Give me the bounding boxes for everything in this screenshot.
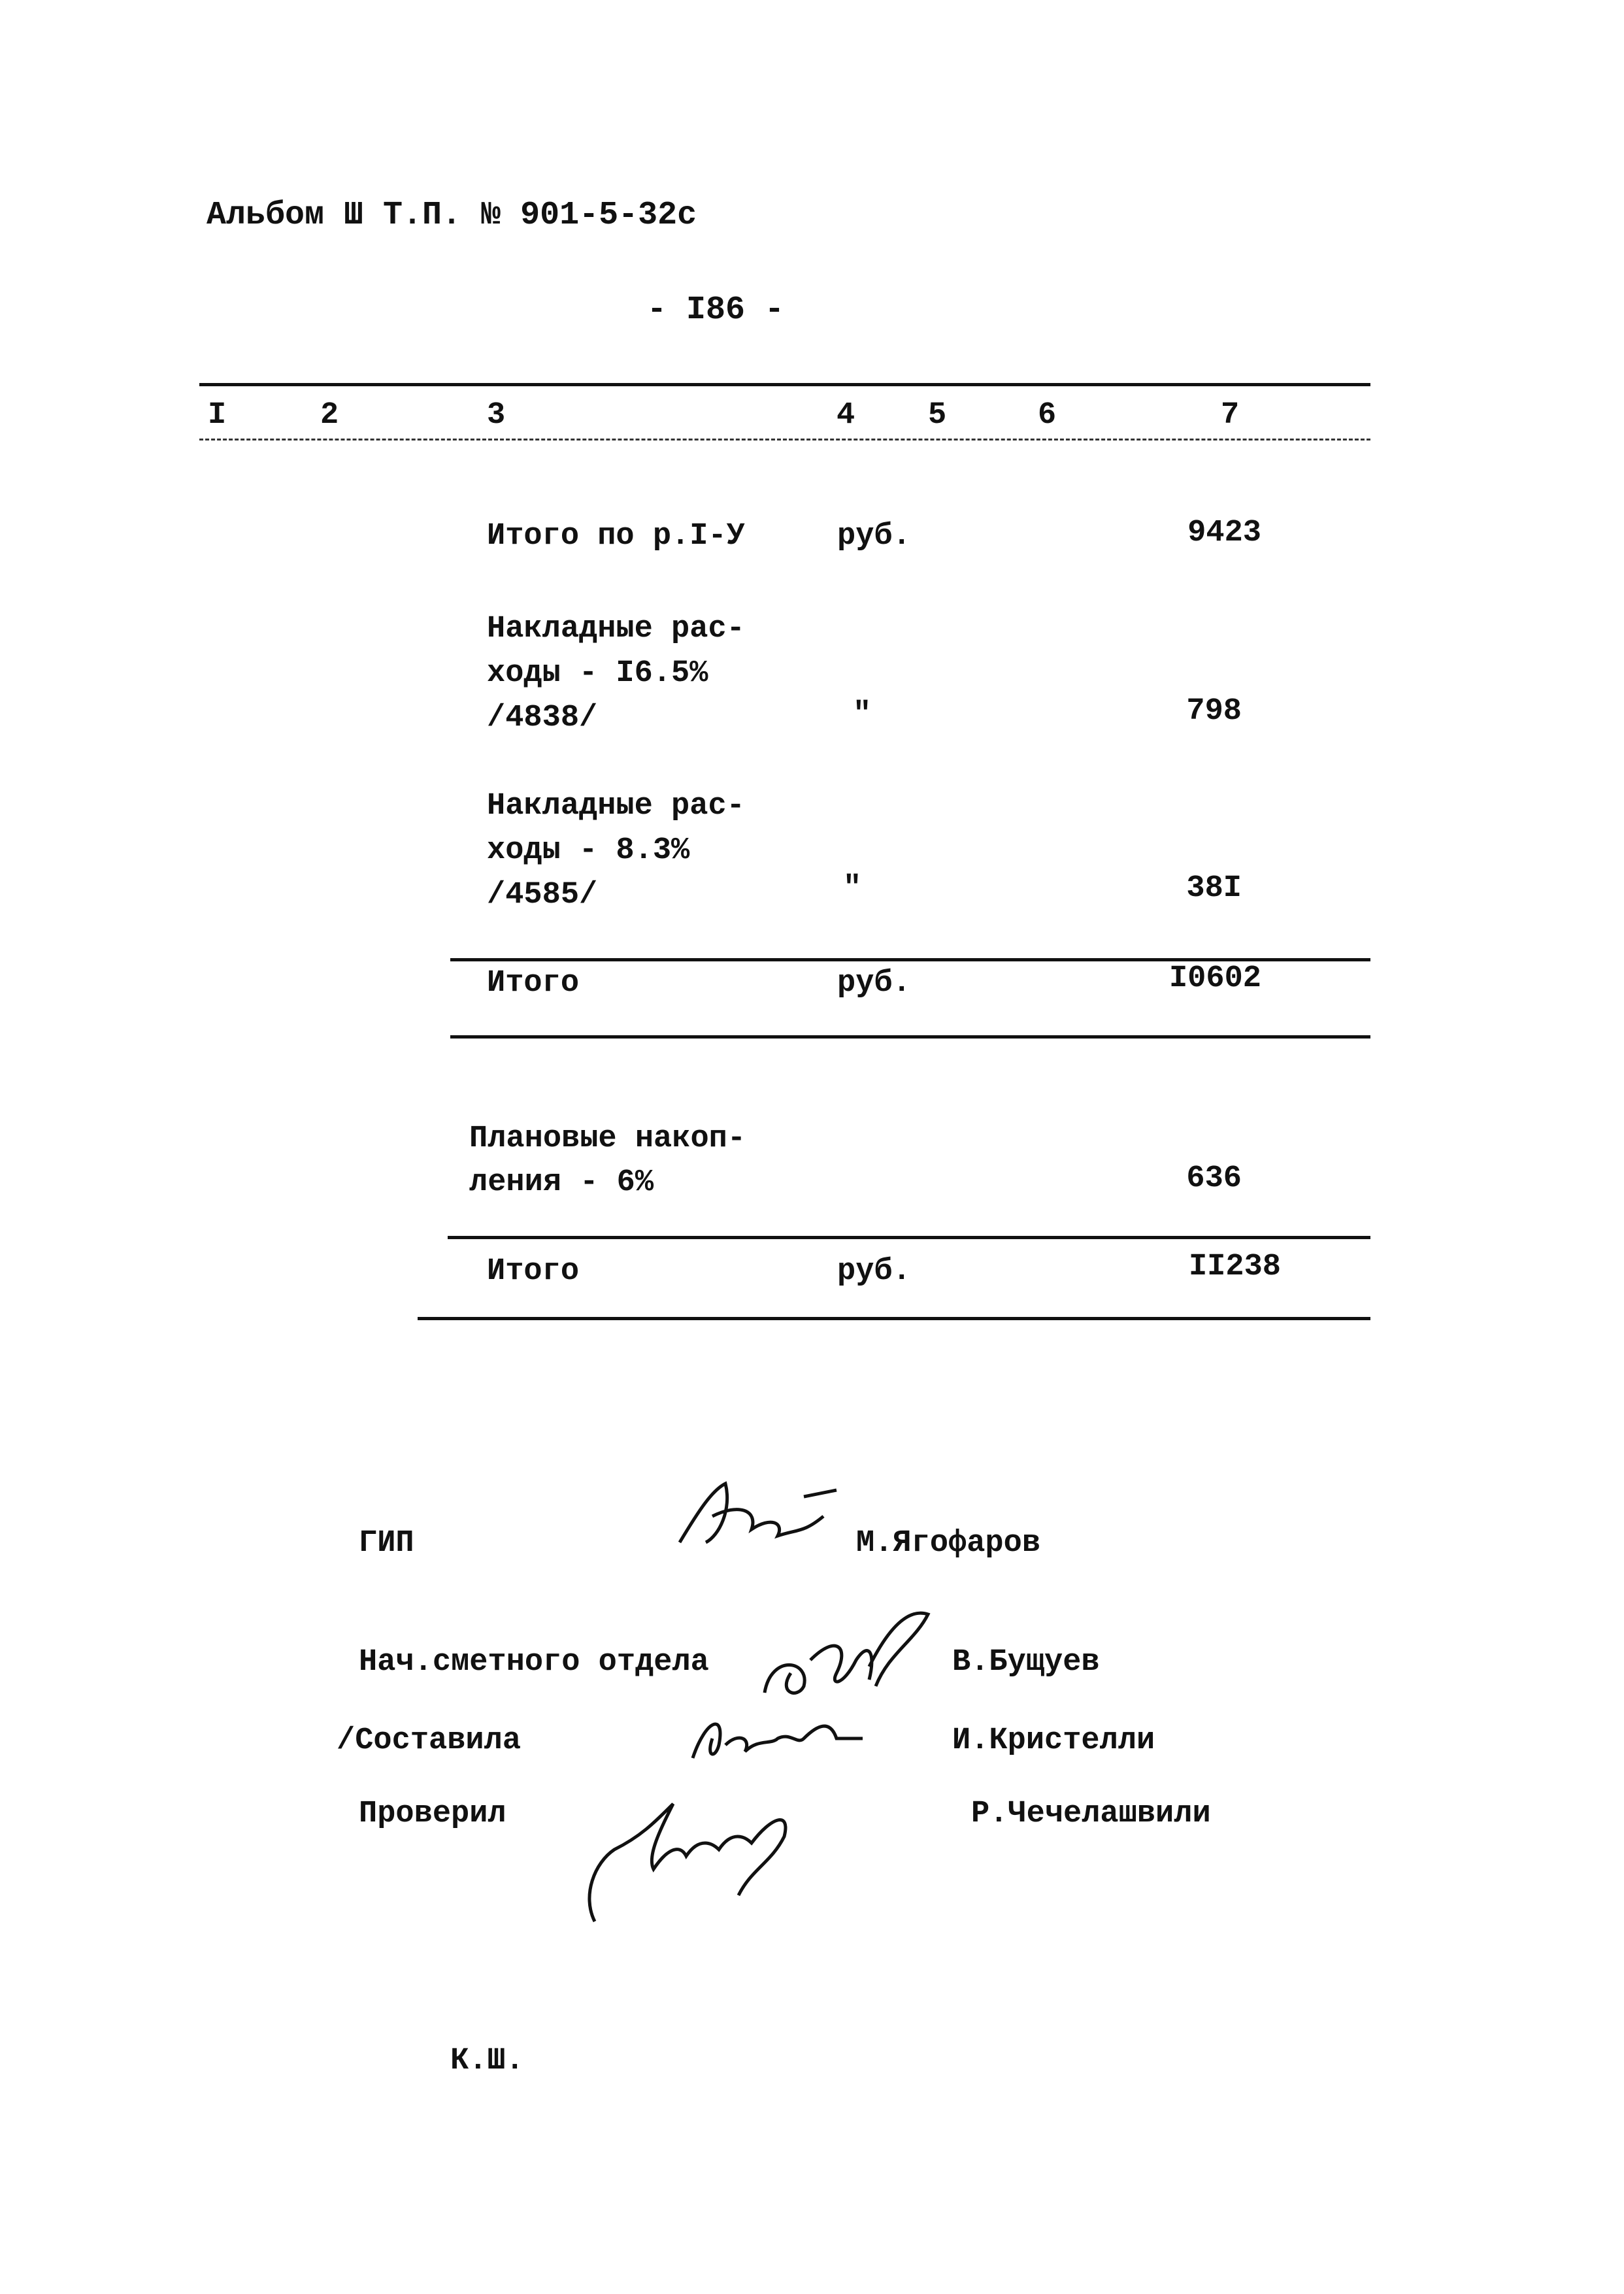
row-label: Плановые накоп- (469, 1122, 746, 1156)
handwritten-signature (686, 1706, 869, 1771)
row-label: Итого по р.I-У (487, 519, 745, 554)
signature-role: ГИП (359, 1526, 414, 1561)
row-value: 798 (1186, 694, 1242, 729)
column-header-3: 3 (487, 398, 506, 433)
row-label: ходы - 8.3% (487, 833, 690, 868)
signature-name: М.Ягофаров (856, 1526, 1041, 1561)
row-label: Накладные рас- (487, 612, 745, 646)
handwritten-signature (575, 1778, 823, 1928)
signature-name: Р.Чечелашвили (971, 1797, 1211, 1831)
album-title: Альбом Ш Т.П. № 901-5-32с (207, 197, 697, 234)
row-label: Итого (487, 966, 580, 1001)
signature-name: И.Кристелли (952, 1723, 1155, 1758)
signature-role: /Составила (337, 1723, 522, 1758)
signature-name: В.Бущуев (952, 1645, 1100, 1680)
signature-role: Нач.сметного отдела (359, 1645, 709, 1680)
row-value: 38I (1186, 871, 1242, 906)
row-value: I0602 (1168, 961, 1261, 996)
handwritten-signature (673, 1471, 843, 1562)
column-header-4: 4 (837, 398, 855, 433)
column-header-6: 6 (1038, 398, 1057, 433)
row-label: Накладные рас- (487, 789, 745, 823)
row-value: 9423 (1187, 516, 1261, 550)
row-label: /4585/ (487, 878, 598, 912)
column-header-1: I (208, 398, 227, 433)
row-label: ления - 6% (469, 1165, 654, 1200)
row-label: Итого (487, 1254, 580, 1289)
row-value: II238 (1188, 1250, 1281, 1284)
rule (418, 1317, 1370, 1320)
column-header-5: 5 (928, 398, 947, 433)
row-label: ходы - I6.5% (487, 656, 708, 691)
rule (450, 1035, 1370, 1039)
footer-initials: К.Ш. (450, 2044, 524, 2078)
row-unit: руб. (837, 1254, 911, 1289)
row-unit: руб. (837, 966, 911, 1001)
rule (448, 1236, 1370, 1239)
signature-role: Проверил (359, 1797, 506, 1831)
row-unit: руб. (837, 519, 911, 554)
row-value: 636 (1186, 1161, 1242, 1196)
header-rule (199, 439, 1370, 441)
handwritten-signature (758, 1601, 941, 1712)
row-unit-ditto: " (853, 697, 872, 732)
row-label: /4838/ (487, 701, 598, 735)
row-unit-ditto: " (843, 871, 862, 906)
table-top-rule (199, 383, 1370, 386)
column-header-7: 7 (1221, 398, 1240, 433)
page-number: - I86 - (647, 291, 785, 329)
column-header-2: 2 (320, 398, 339, 433)
